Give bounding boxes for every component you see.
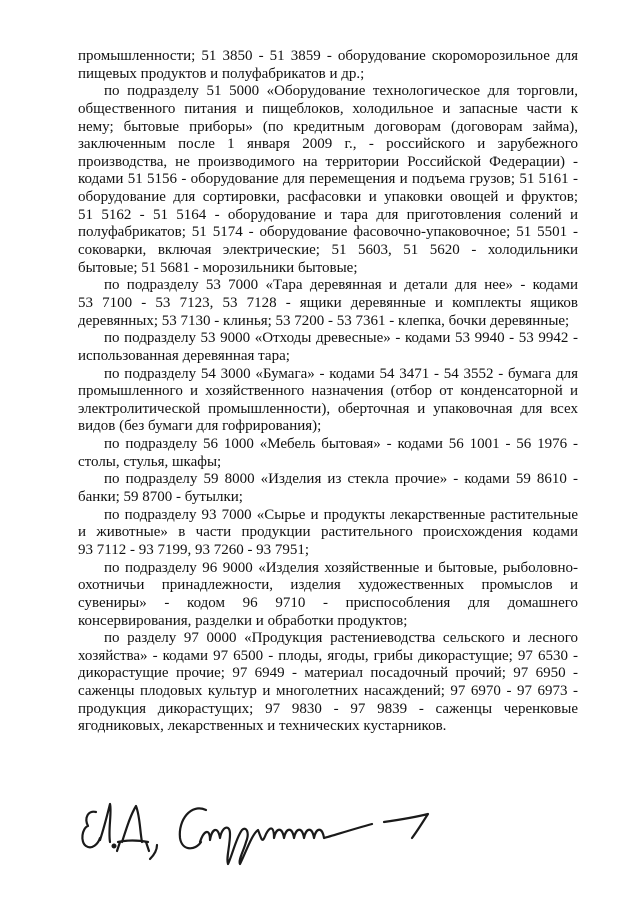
text-line: по подразделу 54 3000 «Бумага» - кодами 54 3471 - 54 3552 - бумага для — [104, 365, 578, 382]
text-line: бытовые; 51 5681 - морозильники бытовые; — [78, 259, 358, 276]
text-line: ягодниковых, лекарственных и технических кустарников. — [78, 718, 447, 735]
text-line: консервирования, разделки и обработки продуктов; — [78, 612, 408, 629]
text-line: дикорастущие прочие; 97 6949 - материал посадочный прочий; 97 6950 - — [78, 665, 578, 682]
paragraph — [78, 277, 578, 330]
paragraph — [78, 507, 578, 560]
text-line: 53 7100 - 53 7123, 53 7128 - ящики деревянные и комплекты ящиков — [78, 294, 578, 311]
text-line: кодами 51 5156 - оборудование для перемещения и подъема грузов; 51 5161 - — [78, 171, 578, 188]
paragraph — [78, 366, 578, 437]
text-line: 93 7112 - 93 7199, 93 7260 - 93 7951; — [78, 541, 310, 558]
paragraph — [78, 471, 578, 506]
text-line: использованная деревянная тара; — [78, 347, 290, 364]
text-line: по подразделу 93 7000 «Сырье и продукты лекарственные растительные — [104, 506, 578, 523]
paragraph — [78, 436, 578, 471]
text-line: электролитической промышленности), оберточная и упаковочная для всех — [78, 400, 578, 417]
text-line: заключенным после 1 января 2009 г., - российского и зарубежного — [78, 136, 578, 153]
paragraph — [78, 630, 578, 736]
text-line: видов (без бумаги для гофрирования); — [78, 418, 322, 435]
document-body — [78, 48, 578, 736]
text-line: по подразделу 53 9000 «Отходы древесные» - кодами 53 9940 - 53 9942 - — [104, 330, 578, 347]
text-line: по подразделу 56 1000 «Мебель бытовая» - кодами 56 1001 - 56 1976 - — [104, 436, 578, 453]
text-line: промышленного и хозяйственного назначения (отбор от конденсаторной и — [78, 383, 578, 400]
text-line: охотничьи принадлежности, изделия художественных промыслов и — [78, 577, 578, 594]
paragraph — [78, 330, 578, 365]
paragraph — [78, 83, 578, 277]
paragraph — [78, 560, 578, 631]
text-line: по подразделу 53 7000 «Тара деревянная и детали для нее» - кодами — [104, 277, 578, 294]
text-line: пищевых продуктов и полуфабрикатов и др.; — [78, 65, 365, 82]
text-line: соковарки, включая электрические; 51 5603, 51 5620 - холодильники — [78, 242, 578, 259]
text-line: по разделу 97 0000 «Продукция растениеводства сельского и лесного — [104, 630, 578, 647]
paragraph — [78, 48, 578, 83]
text-line: по подразделу 96 9000 «Изделия хозяйственные и бытовые, рыболовно- — [104, 559, 578, 576]
text-line: хозяйства» - кодами 97 6500 - плоды, ягоды, грибы дикорастущие; 97 6530 - — [78, 647, 578, 664]
text-line: продукция дикорастущих; 97 9830 - 97 9839 - саженцы черенковые — [78, 700, 578, 717]
text-line: промышленности; 51 3850 - 51 3859 - оборудование скороморозильное для — [78, 48, 578, 64]
text-line: нему; бытовые приборы» (по кредитным договорам (договорам займа), — [78, 118, 578, 135]
text-line: полуфабрикатов; 51 5174 - оборудование фасовочно-упаковочное; 51 5501 - — [78, 224, 578, 241]
text-line: и животные» в части продукции растительного происхождения кодами — [78, 524, 578, 541]
text-line: саженцы плодовых культур и многолетних насаждений; 97 6970 - 97 6973 - — [78, 683, 578, 700]
text-line: оборудование для сортировки, расфасовки и упаковки овощей и фруктов; — [78, 189, 578, 206]
text-line: банки; 59 8700 - бутылки; — [78, 489, 243, 506]
text-line: деревянных; 53 7130 - клинья; 53 7200 - 53 7361 - клепка, бочки деревянные; — [78, 312, 570, 329]
text-line: по подразделу 59 8000 «Изделия из стекла прочие» - кодами 59 8610 - — [104, 471, 578, 488]
text-line: по подразделу 51 5000 «Оборудование технологическое для торговли, — [104, 83, 578, 100]
text-line: общественного питания и пищеблоков, холодильное и запасные части к — [78, 100, 578, 117]
text-line: столы, стулья, шкафы; — [78, 453, 222, 470]
text-line: сувениры» - кодом 96 9710 - приспособления для домашнего — [78, 594, 578, 611]
text-line: производства, не производимого на территории Российской Федерации) - — [78, 153, 578, 170]
text-line: 51 5162 - 51 5164 - оборудование и тара для приготовления солений и — [78, 206, 578, 223]
